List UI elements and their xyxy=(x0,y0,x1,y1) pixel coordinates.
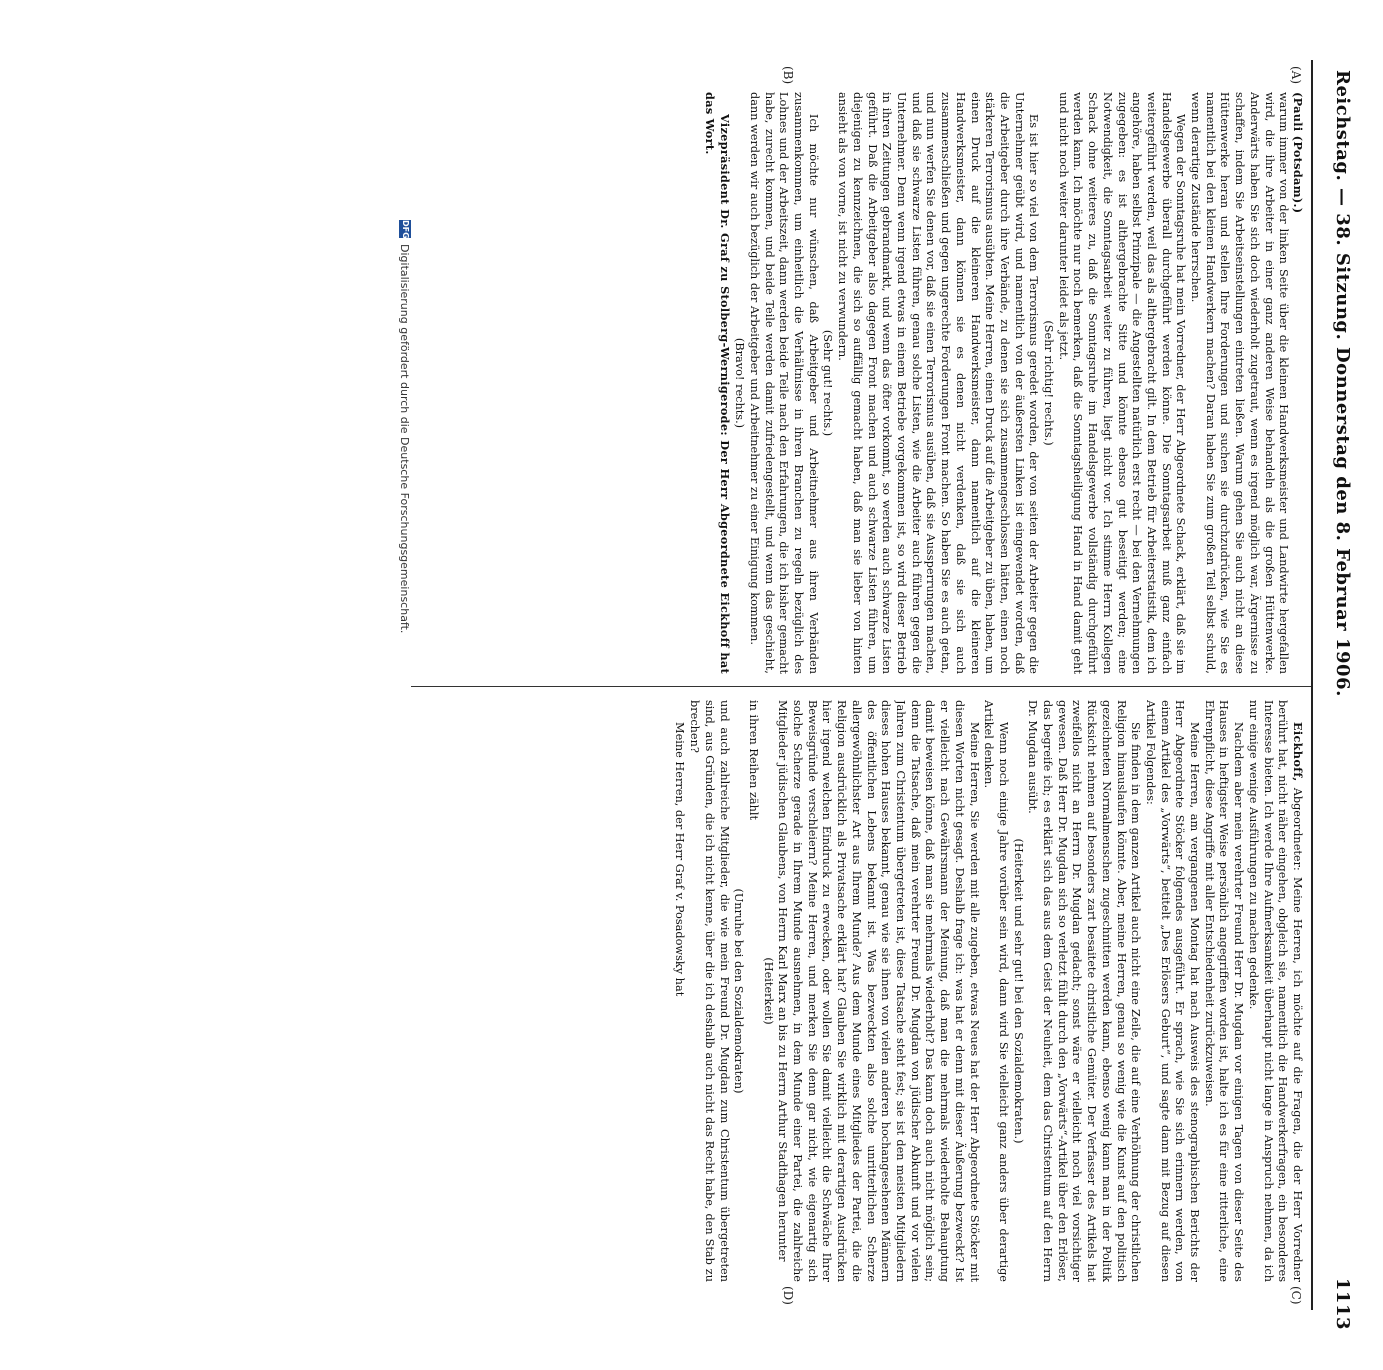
interjection: (Sehr gut! rechts.) xyxy=(821,329,835,437)
interjection: (Heiterkeit) xyxy=(761,957,775,1025)
paragraph: Meine Herren, am vergangenen Montag hat nach Ausweis des stenographischen Berichts der Herr Abgeordnete Stöcker folgendes ausgeführt. Er sprach, wie Sie sich erinnern werden, von einem Artikel des „Vorwärts“, betitelt „Des Erlösers Geburt“, und sagte dann mit Bezug auf diesen Artikel Folgendes: xyxy=(1143,700,1202,1282)
paragraph: Abgeordneter: Meine Herren, ich möchte auf die Fragen, die der Herr Vorredner berührt hat, nicht näher eingehen, obgleich sie, namentlich die Handwerkerfragen, ein besonderes Interesse bieten. Ich werde Ihre Aufmerksamkeit überhaupt nicht lange in Anspruch nehmen, da ich nur einige wenige Ausführungen zu machen gedenke. xyxy=(1246,700,1304,1282)
paragraph: warum immer von der linken Seite über die kleinen Handwerksmeister und Landwirte hergefallen wird, die ihre Arbeiter in einer ganz anderen Weise behandeln als die großen Hüttenwerke. Anderwärts haben Sie sich doch wiederholt zugetraut, wenn es irgend möglich war, Ärgernisse zu schaffen, indem Sie Arbeitseinstellungen eintreten ließen. Warum gehen Sie auch nicht an diese Hüttenwerke heran und stellen Ihre Forderungen und suchen sie durchzudrücken, wie Sie es namentlich bei den kleinen Handwerkern machen? Daran haben Sie zum großen Teil selbst schuld, wenn derartige Zustände herrschen. xyxy=(1189,92,1291,674)
page-number: 1113 xyxy=(1332,1277,1353,1330)
interjection: (Bravo! rechts.) xyxy=(733,337,747,429)
speaker-name: Eickhoff, xyxy=(1291,722,1305,782)
dfg-logo: DFG xyxy=(401,220,410,239)
speaker-tag: (Pauli (Potsdam).) xyxy=(1291,92,1305,214)
paragraph: in ihren Reihen zählt xyxy=(746,700,760,821)
paragraph: Meine Herren, der Herr Graf v. Posadowsky hat xyxy=(673,722,687,997)
left-column xyxy=(395,92,1305,674)
interjection: (Sehr richtig! rechts.) xyxy=(1042,320,1056,446)
margin-mark-d: (D) xyxy=(781,1286,795,1305)
margin-mark-a: (A) xyxy=(1289,66,1303,85)
paragraph: Nachdem aber mein verehrter Freund Herr Dr. Mugdan vor einigen Tagen von dieser Seite des Hauses in heftigster Weise persönlich angegriffen worden ist, halte ich es für eine ritterliche, eine Ehrenpflicht, diese Angriffe mit aller Entschiedenheit zurückzuweisen. xyxy=(1202,700,1246,1282)
paragraph: Wenn noch einige Jahre vorüber sein wird, dann wird Sie vielleicht ganz anders über derartige Artikel denken. xyxy=(982,700,1010,1282)
margin-mark-b: (B) xyxy=(781,66,795,85)
paragraph: Wegen der Sonntagsruhe hat mein Vorredner, der Herr Abgeordnete Schack, erklärt, daß sie im Handelsgewerbe überall durchgeführt werden könne. Die Sonntagsarbeit muß ganz einfach weitergeführt werden, weil das als althergebracht gilt. In dem Betrieb für Arbeiterstatistik, dem ich angehöre, haben selbst Prinzipale — die Angestellten natürlich erst recht — bei den Vernehmungen zugegeben: es ist althergebrachte Sitte und könnte ebenso gut beseitigt werden; eine Notwendigkeit, die Sonntagsarbeit weiter zu führen, liegt nicht vor. Ich stimme Herrn Kollegen Schack ohne weiteres zu, daß die Sonntagsruhe im Handelsgewerbe vollständig durchgeführt werden kann. Ich möchte nur noch bemerken, daß die Sonntagsheiligung Hand in Hand damit geht und nicht noch weiter darunter leidet als jetzt. xyxy=(1056,92,1188,674)
interjection: (Unruhe bei den Sozialdemokraten) xyxy=(732,888,746,1094)
header-rule xyxy=(1311,60,1313,1310)
page-header xyxy=(1321,60,1361,1370)
paragraph: und auch zahlreiche Mitglieder, die wie mein Freund Dr. Mugdan zum Christentum übergetreten sind, aus Gründen, die ich nicht kenne, über die ich deshalb auch nicht das Recht habe, den Stab zu brechen? xyxy=(688,700,731,1282)
paragraph: Meine Herren, Sie werden mit alle zugeben, etwas Neues hat der Herr Abgeordnete Stöcker mit diesen Worten nicht gesagt. Deshalb frage ich: was hat er denn mit dieser Äußerung bezweckt? Ist er vielleicht nach Gewährsmann der Meinung, daß man die mehrmals wiederholte Behauptung damit beweisen könne, daß man sie mehrmals wiederholt? Das kann doch auch nicht möglich sein; denn die Tatsache, daß mein verehrter Freund Dr. Mugdan von jüdischer Abkunft und vor vielen Jahren zum Christentum übergetreten ist, diese Tatsache steht fest; sie ist den meisten Mitgliedern dieses hohen Hauses bekannt, genau wie sie ihnen von vielen anderen hochangesehenen Männern des öffentlichen Lebens bekannt ist. Was bezweckten also solche unritterlichen Scherze allergewöhnlichster Art aus Ihrem Munde? Aus dem Munde eines Mitgliedes der Partei, die die Religion ausdrücklich als Privatsache erklärt hat? Glauben Sie wirklich mit derartigen Ausdrücken hier irgend welchen Eindruck zu erwecken, oder wollen Sie damit vielleicht die Schwäche Ihrer Beweisgründe verschleiern? Meine Herren, und merken Sie denn gar nicht, wie eigenartig sich solche Scherze gerade in Ihrem Munde ausnehmen, in dem Munde einer Partei, die zahlreiche Mitglieder jüdischen Glaubens, von Herrn Karl Marx an bis zu Herrn Arthur Stadthagen herunter xyxy=(776,700,981,1282)
paragraph: Es ist hier so viel von dem Terrorismus geredet worden, der von seiten der Arbeiter gegen die Unternehmer geübt wird, und namentlich von der äußersten Linken ist eingewendet worden, daß die Arbeitgeber durch ihre Verbände, zu denen sie sich zusammengeschlossen hätten, einen noch stärkeren Terrorismus ausübten. Meine Herren, einen Druck auf die Arbeitgeber zu üben, haben, um einen Druck auf die kleineren Handwerksmeister, dann namentlich auf die kleineren Handwerksmeister, dann können sie es denen nicht verdenken, daß sie sich auch zusammenschließen und gegen ungerechte Forderungen Front machen. So haben Sie es auch getan, und nun werfen Sie denen vor, daß sie einen Terrorismus ausüben, daß sie Aussperrungen machen, und daß sie schwarze Listen führen, genau solche Listen, wie die Arbeiter auch führen gegen die Unternehmer. Denn wenn irgend etwas in einem Betriebe vorgekommen ist, so wird dieser Betrieb in ihren Zeitungen gebrandmarkt, und wenn das öfter vorkommt, so werden auch schwarze Listen geführt. Daß die Arbeitgeber also dagegen Front machen und auch schwarze Listen führen, um diejenigen zu kennzeichnen, die sich so auffällig gemacht haben, daß man sie lieber von hinten ansieht als von vorne, ist nicht zu verwundern. xyxy=(836,92,1041,674)
interjection: (Heiterkeit und sehr gut! bei den Sozialdemokraten.) xyxy=(1011,838,1025,1144)
quotation: Sie finden in dem ganzen Artikel auch nicht eine Zeile, die auf eine Verhöhnung der christlichen Religion hinauslaufen könnte. Aber, meine Herren, genau so wenig wie die Kunst auf den politisch gezeichneten Normalmenschen zugeschnitten werden kann, ebenso wenig kann man in der Politik Rücksicht nehmen auf besonders zart besaitete christliche Gemüter. Der Verfasser des Artikels hat zweifellos nicht an Herrn Dr. Mugdan gedacht; sonst wäre er vielleicht noch viel vorsichtiger gewesen. Daß Herr Dr. Mugdan sich so verletzt fühlt durch den „Vorwärts“-Artikel über den Erlöser, das begreife ich; es erklärt sich das aus dem Geist der Neuheit, dem das Christentum auf den Herrn Dr. Mugdan ausübt. xyxy=(1026,700,1143,1282)
right-column xyxy=(395,700,1305,1282)
running-head: Reichstag. — 38. Sitzung. Donnerstag den 8. Februar 1906. xyxy=(1332,70,1353,697)
footer-text: Digitalisierung gefördert durch die Deutsche Forschungsgemeinschaft. xyxy=(398,244,412,634)
margin-mark-c: (C) xyxy=(1289,1286,1303,1305)
paragraph: Ich möchte nur wünschen, daß Arbeitgeber und Arbeitnehmer aus ihren Verbänden zusammenkommen, um einheitlich die Verhältnisse in ihren Branchen zu regeln bezüglich des Lohnes und der Arbeitszeit, dann werden beide Teile nach den Erfahrungen, die ich bisher gemacht habe, zurecht kommen, und beide Teile werden damit zufriedengestellt, und wenn das geschieht, dann werden wir auch bezüglich der Arbeitgeber und Arbeitnehmer zu einer Einigung kommen. xyxy=(747,92,820,674)
digitization-footer xyxy=(394,220,416,780)
column-divider xyxy=(411,686,1311,687)
chair-statement: Vizepräsident Dr. Graf zu Stolberg-Wernigerode: Der Herr Abgeordnete Eickhoff hat das Wort. xyxy=(702,92,732,674)
